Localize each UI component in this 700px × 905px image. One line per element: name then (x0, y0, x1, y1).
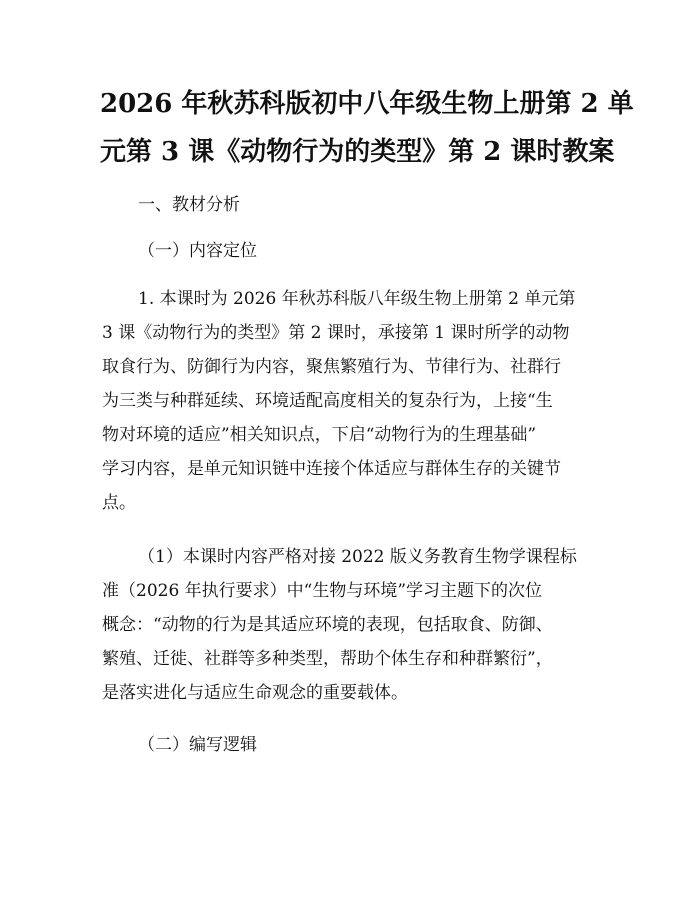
paragraph-line: 学习内容，是单元知识链中连接个体适应与群体生存的关键节 (102, 459, 561, 479)
paragraph-line: 准（2026 年执行要求）中“生物与环境”学习主题下的次位 (102, 581, 543, 601)
subsection-heading (102, 234, 600, 268)
paragraph-line: 物对环境的适应”相关知识点，下启“动物行为的生理基础” (102, 425, 537, 445)
paragraph-line: 为三类与种群延续、环境适配高度相关的复杂行为，上接“生 (102, 391, 553, 411)
paragraph-curriculum-standard (102, 540, 600, 710)
title-line: 元第 3 课《动物行为的类型》第 2 课时教案 (100, 137, 615, 167)
title-line: 2026 年秋苏科版初中八年级生物上册第 2 单 (100, 89, 634, 119)
paragraph-line: 概念：“动物的行为是其适应环境的表现，包括取食、防御、 (102, 615, 553, 635)
paragraph-line: 是落实进化与适应生命观念的重要载体。 (102, 683, 408, 703)
paragraph-line: 繁殖、迁徙、社群等多种类型，帮助个体生存和种群繁衍”， (102, 649, 553, 669)
subsection-heading-text: （一）内容定位 (138, 241, 257, 261)
document-title (100, 80, 634, 176)
paragraph-content-positioning (102, 282, 600, 520)
section-heading (102, 188, 600, 222)
paragraph-line: 3 课《动物行为的类型》第 2 课时，承接第 1 课时所学的动物 (102, 323, 570, 343)
subsection-heading-text: （二）编写逻辑 (138, 735, 257, 755)
subsection-heading (102, 728, 600, 762)
paragraph-line: 1. 本课时为 2026 年秋苏科版八年级生物上册第 2 单元第 (138, 289, 576, 309)
paragraph-line: 取食行为、防御行为内容，聚焦繁殖行为、节律行为、社群行 (102, 357, 561, 377)
paragraph-line: （1）本课时内容严格对接 2022 版义务教育生物学课程标 (138, 547, 577, 567)
paragraph-line: 点。 (102, 493, 136, 513)
section-heading-text: 一、教材分析 (138, 195, 240, 215)
